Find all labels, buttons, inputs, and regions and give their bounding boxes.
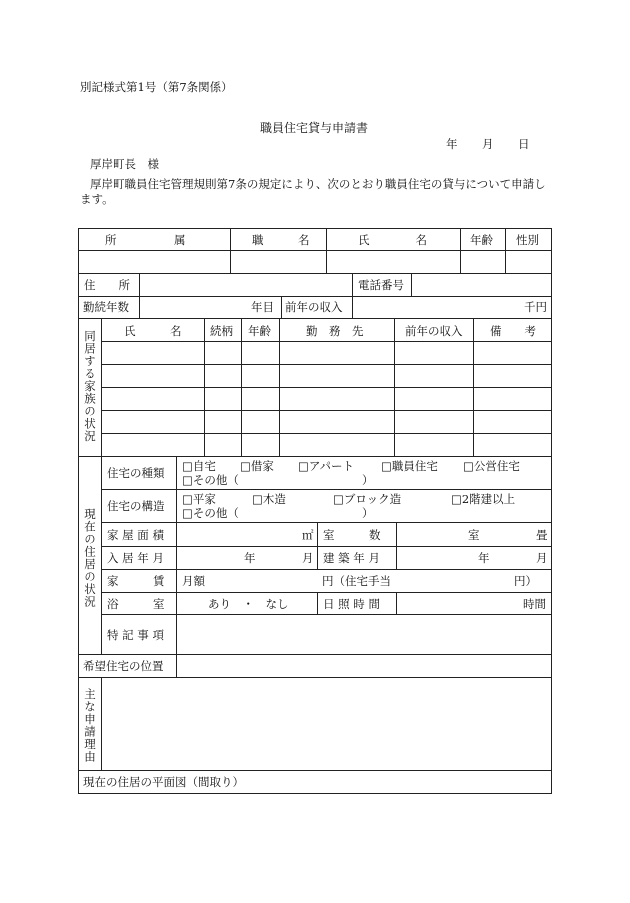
- years-unit: 年目: [251, 300, 274, 314]
- rent-label: 家 賃: [107, 574, 165, 588]
- struct-two-story: □2階建以上: [451, 492, 516, 506]
- header-sex: 性別: [516, 233, 539, 247]
- move-in-year: 年: [244, 551, 256, 565]
- form-reference: 別記様式第1号（第7条関係）: [80, 80, 233, 94]
- structure-label: 住宅の構造: [107, 499, 165, 513]
- type-other-close: ）: [362, 473, 374, 487]
- family-col-relation: 続柄: [210, 324, 233, 338]
- family-col-name: 氏 名: [124, 324, 182, 338]
- date-year: 年: [446, 137, 458, 151]
- built-label: 建 築 年 月: [323, 551, 380, 565]
- type-staff-housing: □職員住宅: [381, 459, 438, 473]
- phone-label: 電話番号: [358, 278, 404, 292]
- struct-other: □その他（: [182, 506, 239, 520]
- residence-section-label: 現在の住居の状況: [83, 508, 97, 608]
- prev-income-label: 前年の収入: [285, 300, 343, 314]
- family-col-age: 年齢: [248, 324, 271, 338]
- sunlight-unit: 時間: [523, 597, 546, 611]
- rent-allowance: 円（住宅手当: [322, 574, 391, 588]
- notes-label: 特 記 事 項: [107, 628, 164, 642]
- date-day: 日: [518, 137, 530, 151]
- addressee: 厚岸町長 様: [90, 157, 159, 171]
- housing-type-label: 住宅の種類: [107, 466, 165, 480]
- type-other: □その他（: [182, 473, 239, 487]
- floor-plan-label: 現在の住居の平面図（間取り）: [83, 775, 244, 789]
- body-text-line1: 厚岸町職員住宅管理規則第7条の規定により、次のとおり職員住宅の貸与について申請し: [90, 177, 546, 191]
- rooms-label: 室 数: [323, 528, 381, 542]
- reason-label: 主な申請理由: [83, 688, 97, 763]
- family-section-label: 同居する家族の状況: [83, 330, 97, 443]
- move-in-label: 入 居 年 月: [107, 551, 164, 565]
- desired-location-label: 希望住宅の位置: [83, 659, 164, 673]
- type-own: □自宅: [182, 459, 216, 473]
- struct-wood: □木造: [252, 492, 286, 506]
- address-label: 住 所: [84, 278, 130, 292]
- rent-monthly: 月額: [182, 574, 205, 588]
- floor-area-unit: ㎡: [302, 528, 314, 542]
- body-text-line2: ます。: [80, 192, 114, 206]
- rooms-unit: 室: [468, 528, 480, 542]
- sunlight-label: 日 照 時 間: [323, 597, 380, 611]
- family-col-income: 前年の収入: [405, 324, 463, 338]
- bath-value: あり ・ なし: [208, 597, 289, 611]
- header-name: 氏 名: [358, 233, 427, 247]
- bath-label: 浴 室: [107, 597, 165, 611]
- built-year: 年: [478, 551, 490, 565]
- type-rent: □借家: [240, 459, 274, 473]
- family-col-remarks: 備 考: [490, 324, 536, 338]
- family-col-workplace: 勤 務 先: [306, 324, 364, 338]
- struct-block: □ブロック造: [333, 492, 402, 506]
- built-month: 月: [536, 551, 548, 565]
- date-month: 月: [482, 137, 494, 151]
- floor-area-label: 家 屋 面 積: [107, 528, 164, 542]
- struct-flat: □平家: [182, 492, 216, 506]
- rent-allowance-close: 円）: [514, 574, 537, 588]
- header-post: 職 名: [252, 233, 310, 247]
- income-unit: 千円: [524, 300, 547, 314]
- struct-other-close: ）: [362, 506, 374, 520]
- header-age: 年齢: [470, 233, 493, 247]
- header-affiliation: 所 属: [105, 233, 186, 247]
- type-apartment: □アパート: [298, 459, 354, 473]
- type-public-housing: □公営住宅: [463, 459, 520, 473]
- years-of-service-label: 勤続年数: [83, 300, 129, 314]
- form-title: 職員住宅貸与申請書: [260, 121, 369, 135]
- move-in-month: 月: [302, 551, 314, 565]
- mats-unit: 畳: [536, 528, 548, 542]
